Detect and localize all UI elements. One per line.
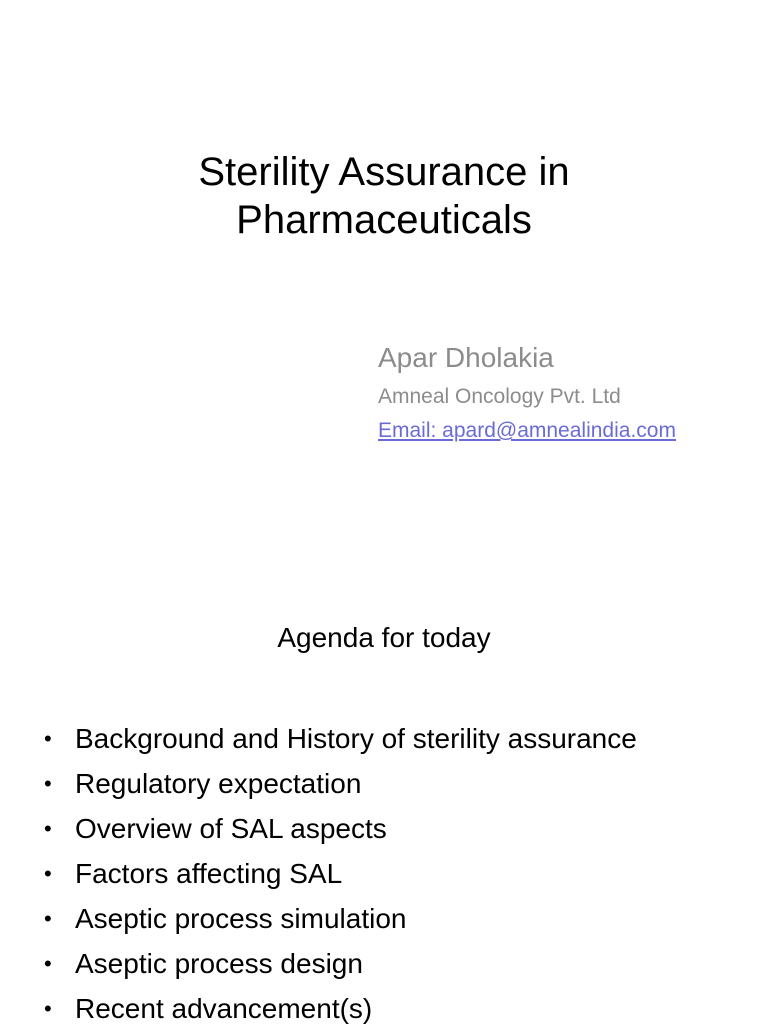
agenda-item xyxy=(40,986,637,1031)
bullet-icon: • xyxy=(44,906,52,931)
bullet-icon: • xyxy=(44,726,52,751)
title-line-1: Sterility Assurance in xyxy=(198,150,570,194)
bullet-icon: • xyxy=(44,951,52,976)
agenda-item-text: Aseptic process simulation xyxy=(75,903,407,934)
agenda-title: Agenda for today xyxy=(277,622,491,653)
bullet-icon: • xyxy=(44,771,52,796)
agenda-item-text: Factors affecting SAL xyxy=(75,858,343,889)
agenda-item-text: Recent advancement(s) xyxy=(75,993,373,1024)
agenda-item-text: Overview of SAL aspects xyxy=(75,813,387,844)
author-email-link[interactable]: Email: apard@amnealindia.com xyxy=(378,419,676,442)
agenda-item xyxy=(40,761,637,806)
agenda-item xyxy=(40,896,637,941)
bullet-icon: • xyxy=(44,816,52,841)
author-block xyxy=(378,340,676,446)
agenda-slide xyxy=(0,576,768,1024)
title-line-2: Pharmaceuticals xyxy=(236,198,532,242)
agenda-list xyxy=(40,716,637,1031)
author-name: Apar Dholakia xyxy=(378,342,554,373)
bullet-icon: • xyxy=(44,996,52,1021)
agenda-item xyxy=(40,806,637,851)
slide-title xyxy=(0,148,768,244)
agenda-item xyxy=(40,716,637,761)
author-organization: Amneal Oncology Pvt. Ltd xyxy=(378,385,621,408)
agenda-item-text: Background and History of sterility assurance xyxy=(75,723,637,754)
agenda-item-text: Aseptic process design xyxy=(75,948,363,979)
agenda-item xyxy=(40,941,637,986)
bullet-icon: • xyxy=(44,861,52,886)
agenda-item-text: Regulatory expectation xyxy=(75,768,362,799)
agenda-item xyxy=(40,851,637,896)
